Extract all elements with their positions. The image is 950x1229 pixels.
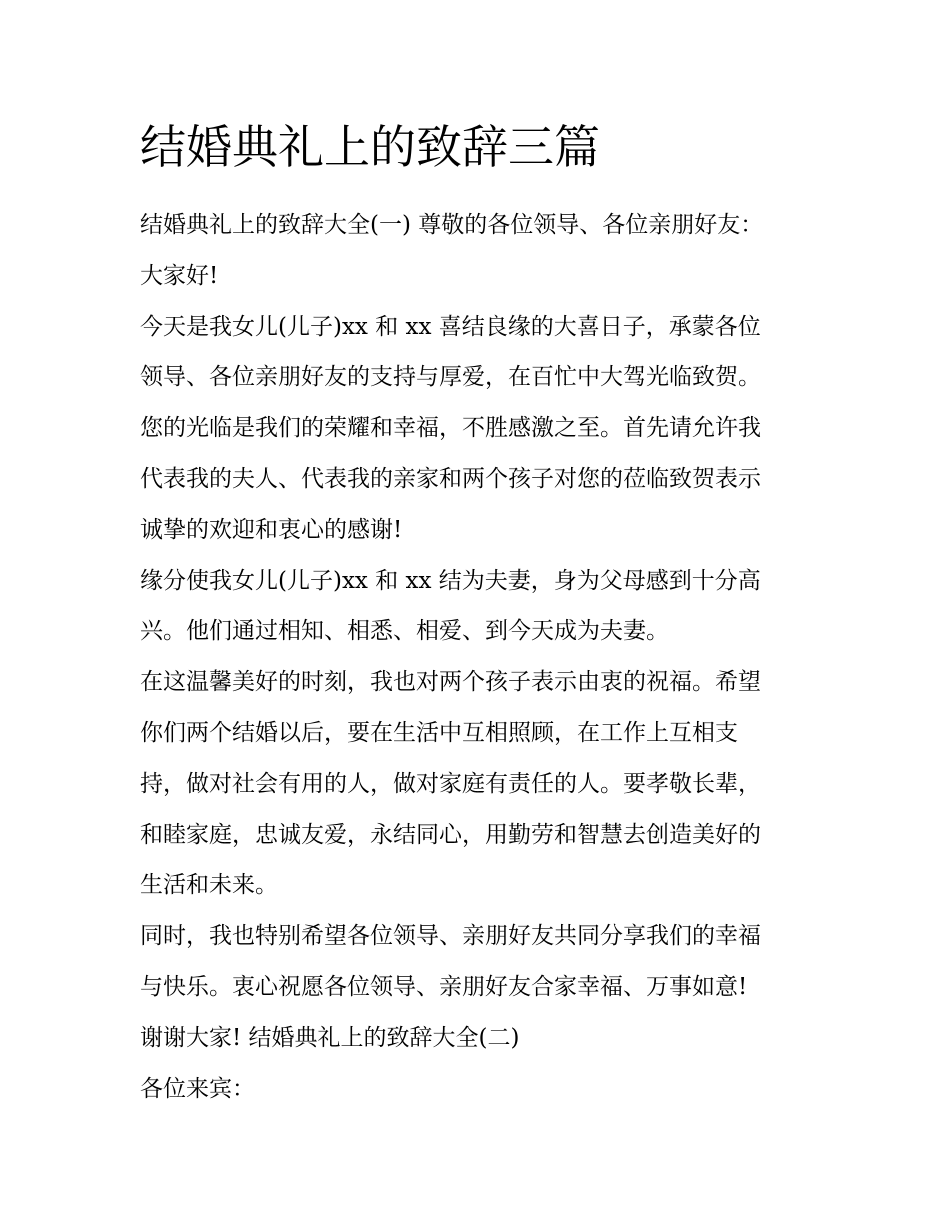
text-line: 在这温馨美好的时刻，我也对两个孩子表示由衷的祝福。希望 <box>140 669 761 696</box>
text-line: 同时，我也特别希望各位领导、亲朋好友共同分享我们的幸福 <box>140 923 761 950</box>
text-line: 兴。他们通过相知、相悉、相爱、到今天成为夫妻。 <box>140 618 669 645</box>
text-line: 领导、各位亲朋好友的支持与厚爱，在百忙中大驾光临致贺。 <box>140 364 761 391</box>
text-line: 谢谢大家! 结婚典礼上的致辞大全(二) <box>140 1024 520 1051</box>
text-line: 生活和未来。 <box>140 872 278 899</box>
text-line: 今天是我女儿(儿子)xx 和 xx 喜结良缘的大喜日子，承蒙各位 <box>140 313 761 340</box>
text-line: 与快乐。衷心祝愿各位领导、亲朋好友合家幸福、万事如意! <box>140 973 748 1000</box>
document-body <box>140 200 812 1114</box>
text-line: 持，做对社会有用的人，做对家庭有责任的人。要孝敬长辈， <box>140 770 761 797</box>
text-line: 你们两个结婚以后，要在生活中互相照顾，在工作上互相支 <box>140 719 738 746</box>
text-line: 您的光临是我们的荣耀和幸福，不胜感激之至。首先请允许我 <box>140 415 761 442</box>
text-line: 代表我的夫人、代表我的亲家和两个孩子对您的莅临致贺表示 <box>140 465 761 492</box>
text-line: 和睦家庭，忠诚友爱，永结同心，用勤劳和智慧去创造美好的 <box>140 821 761 848</box>
document-title: 结婚典礼上的致辞三篇 <box>140 120 600 174</box>
text-line: 诚挚的欢迎和衷心的感谢! <box>140 516 403 543</box>
text-line: 大家好! <box>140 262 219 289</box>
text-line: 缘分使我女儿(儿子)xx 和 xx 结为夫妻，身为父母感到十分高 <box>140 567 761 594</box>
text-line: 结婚典礼上的致辞大全(一) 尊敬的各位领导、各位亲朋好友： <box>140 212 764 238</box>
text-line: 各位来宾： <box>140 1075 255 1102</box>
